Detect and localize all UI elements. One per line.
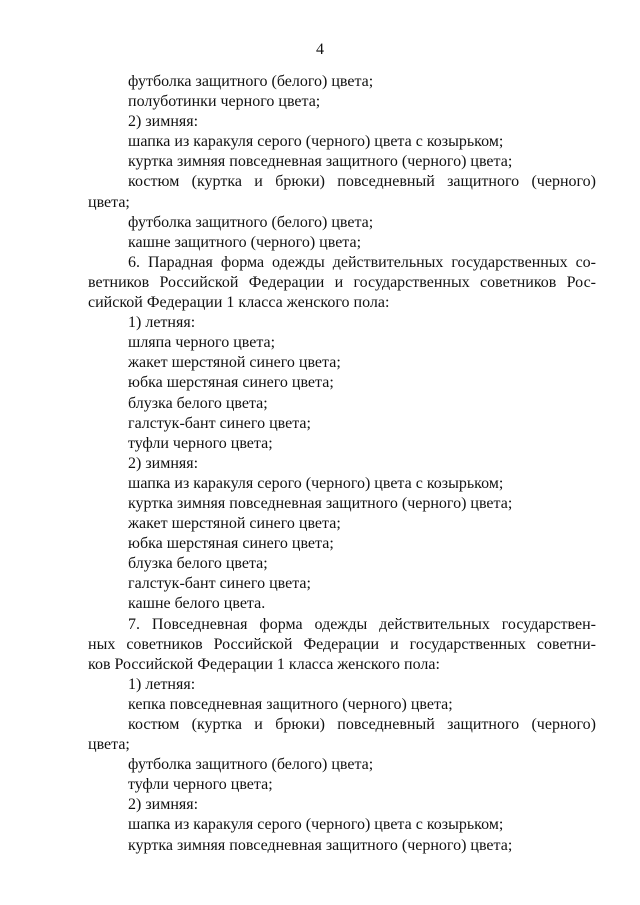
text-line: кашне белого цвета. [128,595,266,613]
text-line: 6. Парадная форма одежды действительных государственных со- [128,253,596,271]
text-line: костюм (куртка и брюки) повседневный защитного (черного) [128,173,596,191]
text-line: ветников Российской Федерации и государственных советников Рос- [88,273,596,291]
text-line: 7. Повседневная форма одежды действительных государствен- [128,615,596,633]
text-line: ных советников Российской Федерации и государственных советни- [88,635,596,653]
text-line: блузка белого цвета; [128,555,268,573]
text-line: полуботинки черного цвета; [128,93,321,111]
text-line: шапка из каракуля серого (черного) цвета с козырьком; [128,474,504,492]
text-line: шапка из каракуля серого (черного) цвета с козырьком; [128,816,504,834]
text-line: куртка зимняя повседневная защитного (черного) цвета; [128,836,513,854]
text-line: 1) летняя: [128,314,196,332]
text-line: 1) летняя: [128,675,196,693]
text-line: шляпа черного цвета; [128,334,276,352]
text-line: галстук-бант синего цвета; [128,414,311,432]
text-line: футболка защитного (белого) цвета; [128,756,374,774]
text-line: куртка зимняя повседневная защитного (черного) цвета; [128,153,513,171]
text-line: футболка защитного (белого) цвета; [128,73,374,90]
text-line: 2) зимняя: [128,113,199,131]
text-line: туфли черного цвета; [128,434,273,452]
text-line: сийской Федерации 1 класса женского пола: [88,294,390,312]
text-line: 2) зимняя: [128,796,199,814]
text-line: футболка защитного (белого) цвета; [128,213,374,231]
text-line: блузка белого цвета; [128,394,268,412]
text-line: 2) зимняя: [128,454,199,472]
text-line: цвета; [88,193,130,211]
text-line: куртка зимняя повседневная защитного (черного) цвета; [128,494,513,512]
text-line: туфли черного цвета; [128,776,273,794]
text-line: жакет шерстяной синего цвета; [128,515,341,533]
text-line: юбка шерстяная синего цвета; [128,374,334,392]
text-line: костюм (куртка и брюки) повседневный защитного (черного) [128,716,596,733]
text-line: ков Российской Федерации 1 класса женского пола: [88,655,440,673]
text-line: юбка шерстяная синего цвета; [128,535,334,553]
text-line: цвета; [88,736,130,754]
text-line: кепка повседневная защитного (черного) цвета; [128,695,453,713]
text-line: кашне защитного (черного) цвета; [128,233,362,251]
text-line: жакет шерстяной синего цвета; [128,354,341,372]
text-line: шапка из каракуля серого (черного) цвета с козырьком; [128,133,504,151]
page-number: 4 [316,41,324,58]
text-line: галстук-бант синего цвета; [128,575,311,593]
document-body [88,72,596,856]
